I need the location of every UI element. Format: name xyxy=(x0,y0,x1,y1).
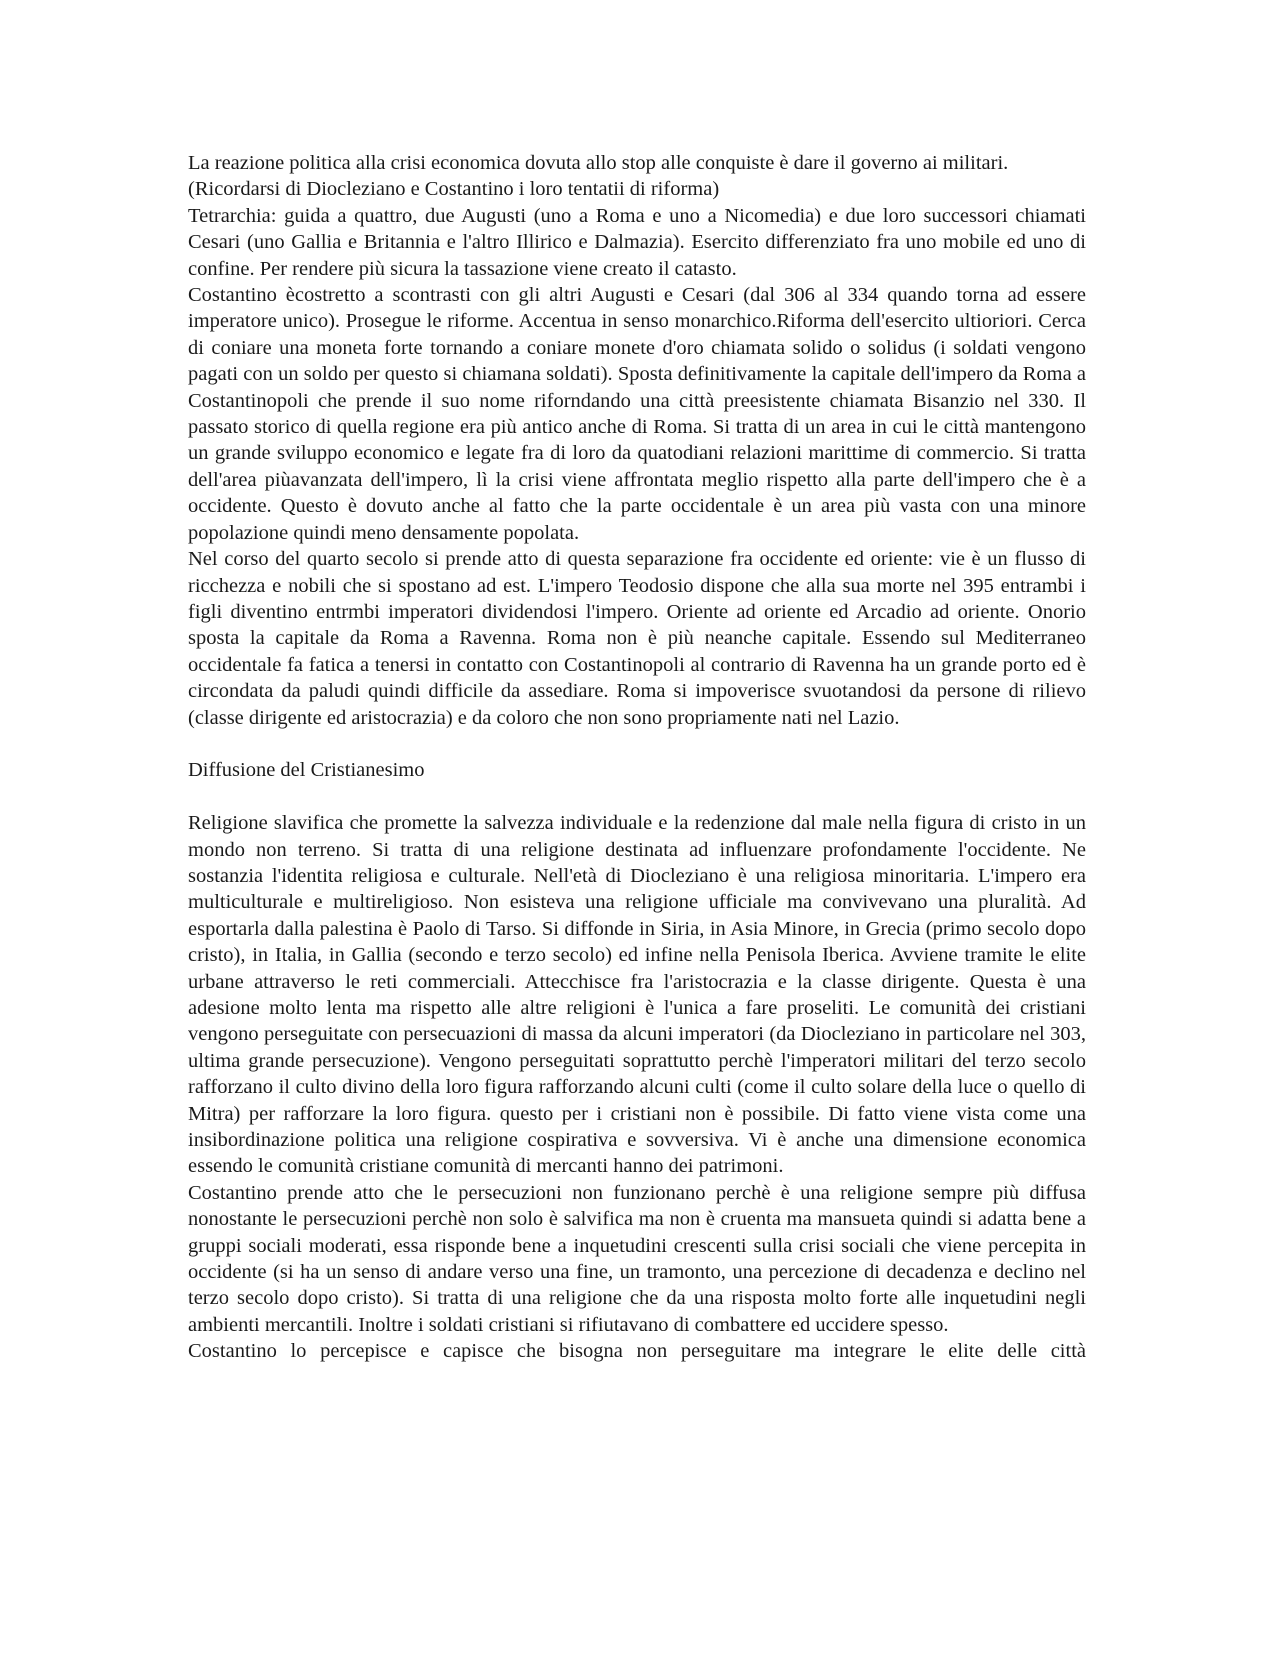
paragraph-military-reaction: La reazione politica alla crisi economica dovuta allo stop alle conquiste è dare il governo ai militari. xyxy=(188,152,1009,174)
paragraph-costantino-persecuzioni: Costantino prende atto che le persecuzioni non funzionano perchè è una religione sempre più diffusa nonostante le persecuzioni perchè non solo è salvifica ma non è cruenta ma mansueta quindi si adatta bene a gruppi sociali moderati, essa risponde bene a inquetudini crescenti sulla crisi sociali che viene percepita in occidente (si ha un senso di andare verso una fine, un tramonto, una percezione di decadenza e declino nel terzo secolo dopo cristo). Si tratta di una religione che da una risposta molto forte alle inquetudini negli ambienti mercantili. Inoltre i soldati cristiani si rifiutavano di combattere ed uccidere spesso. xyxy=(188,1181,1086,1336)
section-heading-cristianesimo: Diffusione del Cristianesimo xyxy=(188,759,425,782)
paragraph-costantino-integrazione: Costantino lo percepisce e capisce che bisogna non perseguitare ma integrare le elite delle città xyxy=(188,1340,1086,1363)
paragraph-religione-salvifica: Religione slavifica che promette la salvezza individuale e la redenzione dal male nella figura di cristo in un mondo non terreno. Si tratta di una religione destinata ad influenzare profondamente l'occidente. Ne sostanzia l'identita religiosa e culturale. Nell'età di Diocleziano è una religiosa minoritaria. L'impero era multiculturale e multireligioso. Non esisteva una religione ufficiale ma convivevano una pluralità. Ad esportarla dalla palestina è Paolo di Tarso. Si diffonde in Siria, in Asia Minore, in Grecia (primo secolo dopo cristo), in Italia, in Gallia (secondo e terzo secolo) ed infine nella Penisola Iberica. Avviene tramite le elite urbane attraverso le reti commerciali. Attecchisce fra l'aristocrazia e la classe dirigente. Questa è una adesione molto lenta ma rispetto alle altre religioni è l'unica a fare proseliti. Le comunità dei cristiani vengono perseguitate con persecuazioni di massa da alcuni imperatori (da Diocleziano in particolare nel 303, ultima grande persecuzione). Vengono perseguitati soprattutto perchè l'imperatori militari del terzo secolo rafforzano il culto divino della loro figura rafforzando alcuni culti (come il culto solare della luce o quello di Mitra) per rafforzare la loro figura. questo per i cristiani non è possibile. Di fatto viene vista come una insibordinazione politica una religione cospirativa e sovversiva. Vi è anche una dimensione economica essendo le comunità cristiane comunità di mercanti hanno dei patrimoni. xyxy=(188,812,1086,1178)
blank-line xyxy=(188,731,1086,757)
paragraph-tetrarchia: Tetrarchia: guida a quattro, due Augusti (uno a Roma e uno a Nicomedia) e due loro successori chiamati Cesari (uno Gallia e Britannia e l'altro Illirico e Dalmazia). Esercito differenziato fra uno mobile ed uno di confine. Per rendere più sicura la tassazione viene creato il catasto. xyxy=(188,204,1086,280)
paragraph-separazione-oriente-occidente: Nel corso del quarto secolo si prende atto di questa separazione fra occidente ed oriente: vie è un flusso di ricchezza e nobili che si spostano ad est. L'impero Teodosio dispone che alla sua morte nel 395 entrambi i figli diventino entrmbi imperatori dividendosi l'impero. Oriente ad oriente ed Arcadio ad oriente. Onorio sposta la capitale da Roma a Ravenna. Roma non è più neanche capitale. Essendo sul Mediterraneo occidentale fa fatica a tenersi in contatto con Costantinopoli al contrario di Ravenna ha un grande porto ed è circondata da paludi quindi difficile da assediare. Roma si impoverisce svuotandosi da persone di rilievo (classe dirigente ed aristocrazia) e da coloro che non sono propriamente nati nel Lazio. xyxy=(188,548,1086,729)
paragraph-costantino-riforme: Costantino ècostretto a scontrasti con gli altri Augusti e Cesari (dal 306 al 334 quando torna ad essere imperatore unico). Prosegue le riforme. Accentua in senso monarchico.Riforma dell'esercito ultioriori. Cerca di coniare una moneta forte tornando a coniare monete d'oro chiamata solido o solidus (i soldati vengono pagati con un soldo per questo si chiamana soldati). Sposta definitivamente la capitale dell'impero da Roma a Costantinopoli che prende il suo nome riforndando una città preesistente chiamata Bisanzio nel 330. Il passato storico di quella regione era più antico anche di Roma. Si tratta di un area in cui le città mantengono un grande sviluppo economico e legate fra di loro da quatodiani relazioni marittime di commercio. Si tratta dell'area piùavanzata dell'impero, lì la crisi viene affrontata meglio rispetto alla parte dell'impero che è a occidente. Questo è dovuto anche al fatto che la parte occidentale è un area più vasta con una minore popolazione quindi meno densamente popolata. xyxy=(188,284,1086,544)
blank-line xyxy=(188,784,1086,810)
paragraph-reminder-note: (Ricordarsi di Diocleziano e Costantino i loro tentatii di riforma) xyxy=(188,178,720,201)
document-page xyxy=(188,150,1086,1365)
